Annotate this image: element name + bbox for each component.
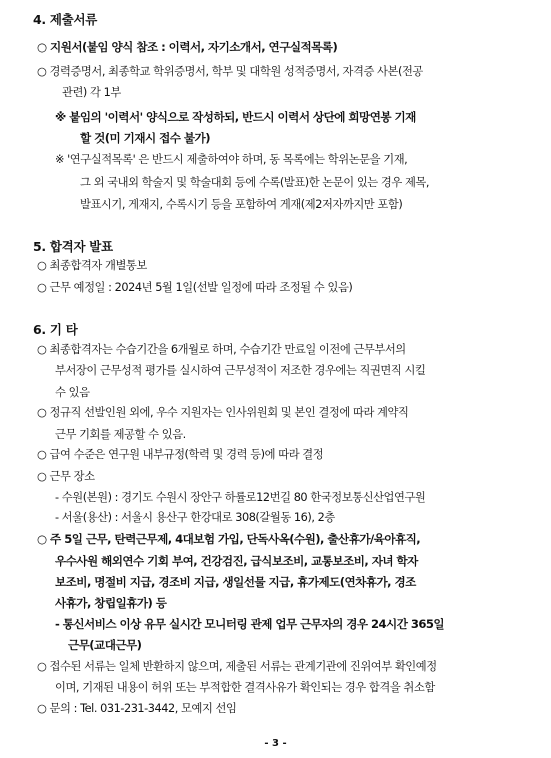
page-number: - 3 - — [264, 738, 287, 749]
section-6-line-14: - 통신서비스 이상 유무 실시간 모니터링 관제 업무 근무자의 경우 24시간 365일 — [55, 617, 445, 631]
section-6-line-10: ○ 주 5일 근무, 탄력근무제, 4대보험 가입, 단독사옥(수원), 출산휴가/육아휴직, — [37, 532, 421, 546]
section-5-title: 5. 합격자 발표 — [33, 239, 113, 254]
section-5-line-2: ○ 근무 예정일 : 2024년 5월 1일(선발 일정에 따라 조정될 수 있음) — [37, 281, 353, 294]
section-6-line-15: 근무(교대근무) — [68, 638, 142, 652]
section-6-line-12: 보조비, 명절비 지급, 경조비 지급, 생일선물 지급, 휴가제도(연차휴가, 경조 — [55, 575, 416, 589]
section-6-line-11: 우수사원 해외연수 기회 부여, 건강검진, 급식보조비, 교통보조비, 자녀 학자 — [55, 554, 418, 568]
section-6-line-4: ○ 정규직 선발인원 외에, 우수 지원자는 인사위원회 및 본인 결정에 따라 계약직 — [37, 406, 409, 419]
section-6-line-16: ○ 접수된 서류는 일체 반환하지 않으며, 제출된 서류는 관계기관에 진위여부 확인예정 — [37, 660, 437, 673]
section-4-line-7: 그 외 국내외 학술지 및 학술대회 등에 수록(발표)한 논문이 있는 경우 제목, — [80, 176, 430, 189]
section-4-line-8: 발표시기, 게재지, 수록시기 등을 포함하여 게재(제2저자까지만 포함) — [80, 198, 403, 211]
section-4-line-4: ※ 붙임의 '이력서' 양식으로 작성하되, 반드시 이력서 상단에 희망연봉 기재 — [55, 110, 416, 124]
section-6-line-5: 근무 기회를 제공할 수 있음. — [55, 428, 186, 441]
section-6-line-9: - 서울(용산) : 서울시 용산구 한강대로 308(갈월동 16), 2층 — [55, 511, 335, 524]
section-6-line-17: 이며, 기재된 내용이 허위 또는 부적합한 결격사유가 확인되는 경우 합격을 취소함 — [55, 681, 435, 694]
section-6-line-7: ○ 근무 장소 — [37, 470, 95, 483]
section-6-line-8: - 수원(본원) : 경기도 수원시 장안구 하률로12번길 80 한국정보통신산업연구원 — [55, 491, 426, 504]
section-6-line-13: 사휴가, 창립일휴가) 등 — [55, 596, 167, 610]
section-6-line-18: ○ 문의 : Tel. 031-231-3442, 모예지 선임 — [37, 702, 237, 715]
section-6-line-3: 수 있음 — [55, 386, 90, 399]
section-4-line-2: ○ 경력증명서, 최종학교 학위증명서, 학부 및 대학원 성적증명서, 자격증 사본(전공 — [37, 65, 423, 78]
section-4-line-3: 관련) 각 1부 — [62, 86, 121, 99]
section-6-title: 6. 기 타 — [33, 322, 78, 337]
section-6-line-2: 부서장이 근무성적 평가를 실시하여 근무성적이 저조한 경우에는 직권면직 시킬 — [55, 364, 426, 377]
section-5-line-1: ○ 최종합격자 개별통보 — [37, 259, 147, 272]
section-4-line-5: 할 것(미 기재시 접수 불가) — [80, 131, 210, 145]
section-4-line-6: ※ '연구실적목록' 은 반드시 제출하여야 하며, 동 목록에는 학위논문을 기재, — [55, 153, 408, 166]
section-4-title: 4. 제출서류 — [33, 12, 97, 27]
section-6-line-1: ○ 최종합격자는 수습기간을 6개월로 하며, 수습기간 만료일 이전에 근무부서의 — [37, 343, 406, 356]
section-6-line-6: ○ 급여 수준은 연구원 내부규정(학력 및 경력 등)에 따라 결정 — [37, 448, 324, 461]
section-4-line-1: ○ 지원서(붙임 양식 참조 : 이력서, 자기소개서, 연구실적목록) — [37, 40, 338, 54]
